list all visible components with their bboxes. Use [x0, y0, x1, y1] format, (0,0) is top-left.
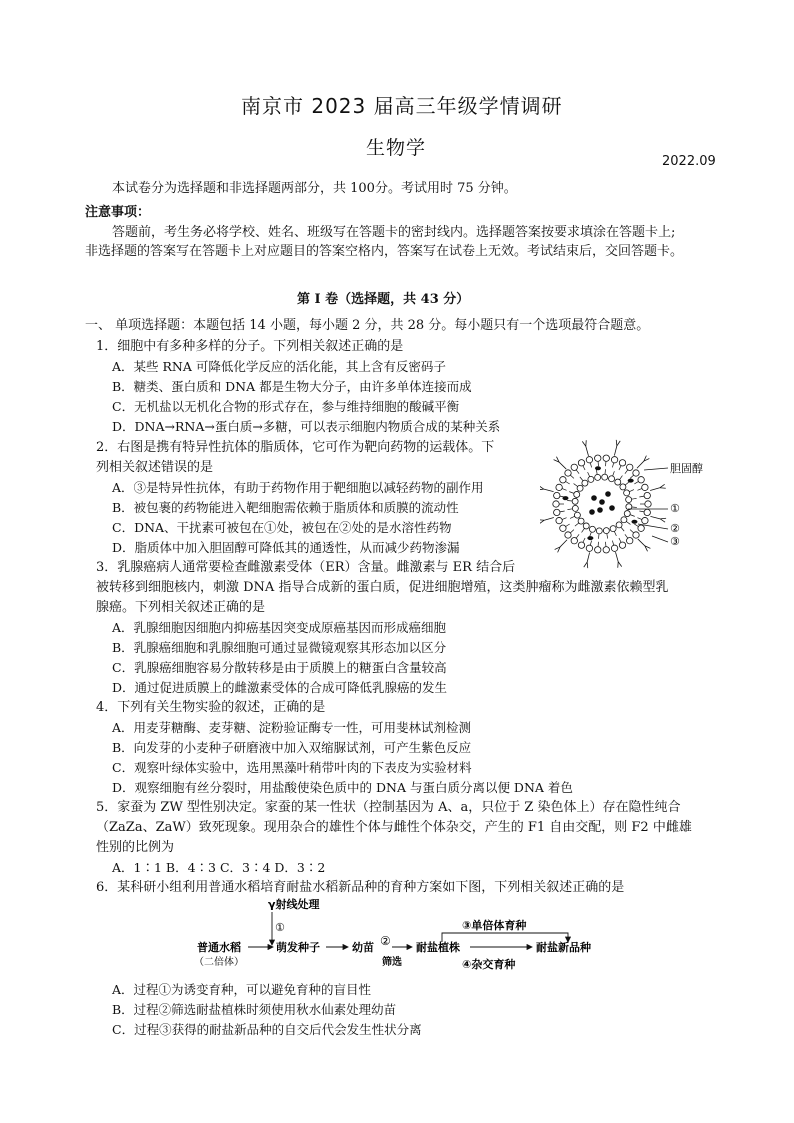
q5-stem-2: （ZaZa、ZaW）致死现象。现用杂合的雄性个体与雌性个体杂交，产生的 F1 自由交配，则 F2 中雌雄	[96, 820, 692, 835]
q1-option-a: A．某些 RNA 可降低化学反应的活化能，其上含有反密码子	[112, 359, 446, 374]
q5-options: A．1∶1 B．4∶3 C．3∶4 D．3∶2	[112, 860, 326, 875]
section-instruction: 一、 单项选择题：本题包括 14 小题，每小题 2 分，共 28 分。每小题只有一个选项最符合题意。	[85, 318, 650, 333]
q5-stem-1: 5．家蚕为 ZW 型性别决定。家蚕的某一性状（控制基因为 A、a，只位于 Z 染色体上）存在隐性纯合	[96, 800, 681, 815]
notice-heading: 注意事项：	[85, 205, 151, 220]
q3-option-c: C．乳腺癌细胞容易分散转移是由于质膜上的糖蛋白含量较高	[112, 660, 447, 675]
haploid-breeding-label: ③单倍体育种	[462, 919, 527, 932]
q2-stem-1: 2．右图是携有特异性抗体的脂质体，它可作为靶向药物的运载体。下	[96, 440, 495, 455]
gamma-ray-label: γ射线处理	[268, 898, 320, 911]
q3-stem-3: 腺癌。下列相关叙述正确的是	[96, 600, 266, 615]
q4-option-b: B．向发芽的小麦种子研磨液中加入双缩脲试剂，可产生紫色反应	[112, 740, 472, 755]
seedling-label: 幼苗	[352, 941, 374, 954]
q4-option-d: D．观察细胞有丝分裂时，用盐酸使染色质中的 DNA 与蛋白质分离以便 DNA 着色	[112, 780, 573, 795]
q3-option-a: A．乳腺细胞因细胞内抑癌基因突变成原癌基因而形成癌细胞	[112, 620, 447, 635]
q1-stem: 1．细胞中有多种多样的分子。下列相关叙述正确的是	[96, 339, 404, 354]
cholesterol-label: 胆固醇	[670, 462, 703, 475]
label-1: ①	[670, 502, 680, 515]
q2-option-c: C．DNA、干扰素可被包在①处，被包在②处的是水溶性药物	[112, 520, 452, 535]
label-2: ②	[670, 522, 680, 535]
q6-option-b: B．过程②筛选耐盐植株时须使用秋水仙素处理幼苗	[112, 1002, 397, 1017]
q1-option-b: B．糖类、蛋白质和 DNA 都是生物大分子，由许多单体连接而成	[112, 379, 472, 394]
q3-option-d: D．通过促进质膜上的雌激素受体的合成可降低乳腺癌的发生	[112, 680, 448, 695]
page-title: 南京市 2023 届高三年级学情调研	[241, 94, 563, 118]
subject-title: 生物学	[366, 137, 427, 159]
breeding-flow-diagram	[190, 895, 610, 975]
q2-option-a: A．③是特异性抗体，有助于药物作用于靶细胞以减轻药物的副作用	[112, 480, 484, 495]
screen-label: 筛选	[382, 957, 402, 968]
process-1-label: ①	[275, 921, 285, 934]
diploid-label: （二倍体）	[194, 957, 244, 968]
germinating-seed-label: 萌发种子	[276, 941, 320, 954]
q2-option-b: B．被包裹的药物能进入靶细胞需依赖于脂质体和质膜的流动性	[112, 500, 459, 515]
q6-stem: 6．某科研小组利用普通水稻培育耐盐水稻新品种的育种方案如下图，下列相关叙述正确的是	[96, 880, 625, 895]
new-variety-label: 耐盐新品种	[536, 941, 591, 954]
process-2-label: ②	[380, 934, 391, 948]
q6-option-c: C．过程③获得的耐盐新品种的自交后代会发生性状分离	[112, 1022, 422, 1037]
exam-date: 2022.09	[662, 154, 716, 169]
q2-stem-2: 列相关叙述错误的是	[96, 460, 214, 475]
notice-line-1: 答题前，考生务必将学校、姓名、班级写在答题卡的密封线内。选择题答案按要求填涂在答题卡上;	[112, 225, 676, 240]
q4-option-c: C．观察叶绿体实验中，选用黑藻叶稍带叶肉的下表皮为实验材料	[112, 760, 472, 775]
liposome-figure	[540, 432, 720, 572]
q1-option-d: D．DNA→RNA→蛋白质→多糖，可以表示细胞内物质合成的某种关系	[112, 419, 501, 434]
q4-stem: 4．下列有关生物实验的叙述，正确的是	[96, 700, 326, 715]
salt-tolerant-plant-label: 耐盐植株	[416, 941, 460, 954]
q5-stem-3: 性别的比例为	[96, 840, 175, 855]
q2-option-d: D．脂质体中加入胆固醇可降低其的通透性，从而减少药物渗漏	[112, 540, 460, 555]
q6-option-a: A．过程①为诱变育种，可以避免育种的盲目性	[112, 982, 372, 997]
q3-stem-1: 3．乳腺癌病人通常要检查雌激素受体（ER）含量。雌激素与 ER 结合后	[96, 560, 516, 575]
q1-option-c: C．无机盐以无机化合物的形式存在，参与维持细胞的酸碱平衡	[112, 399, 460, 414]
notice-line-2: 非选择题的答案写在答题卡上对应题目的答案空格内，答案写在试卷上无效。考试结束后，交回答题卡。	[85, 244, 684, 259]
hybrid-breeding-label: ④杂交育种	[462, 958, 516, 971]
q3-option-b: B．乳腺癌细胞和乳腺细胞可通过显微镜观察其形态加以区分	[112, 640, 447, 655]
q4-option-a: A．用麦芽糖酶、麦芽糖、淀粉验证酶专一性，可用斐林试剂检测	[112, 720, 472, 735]
section-title: 第 Ⅰ 卷（选择题，共 43 分）	[297, 292, 470, 307]
normal-rice-label: 普通水稻	[197, 941, 241, 954]
label-3: ③	[670, 535, 680, 548]
intro-text: 本试卷分为选择题和非选择题两部分，共 100分。考试用时 75 分钟。	[112, 181, 517, 196]
q3-stem-2: 被转移到细胞核内，刺激 DNA 指导合成新的蛋白质，促进细胞增殖，这类肿瘤称为雌激素依赖型乳	[96, 580, 669, 595]
